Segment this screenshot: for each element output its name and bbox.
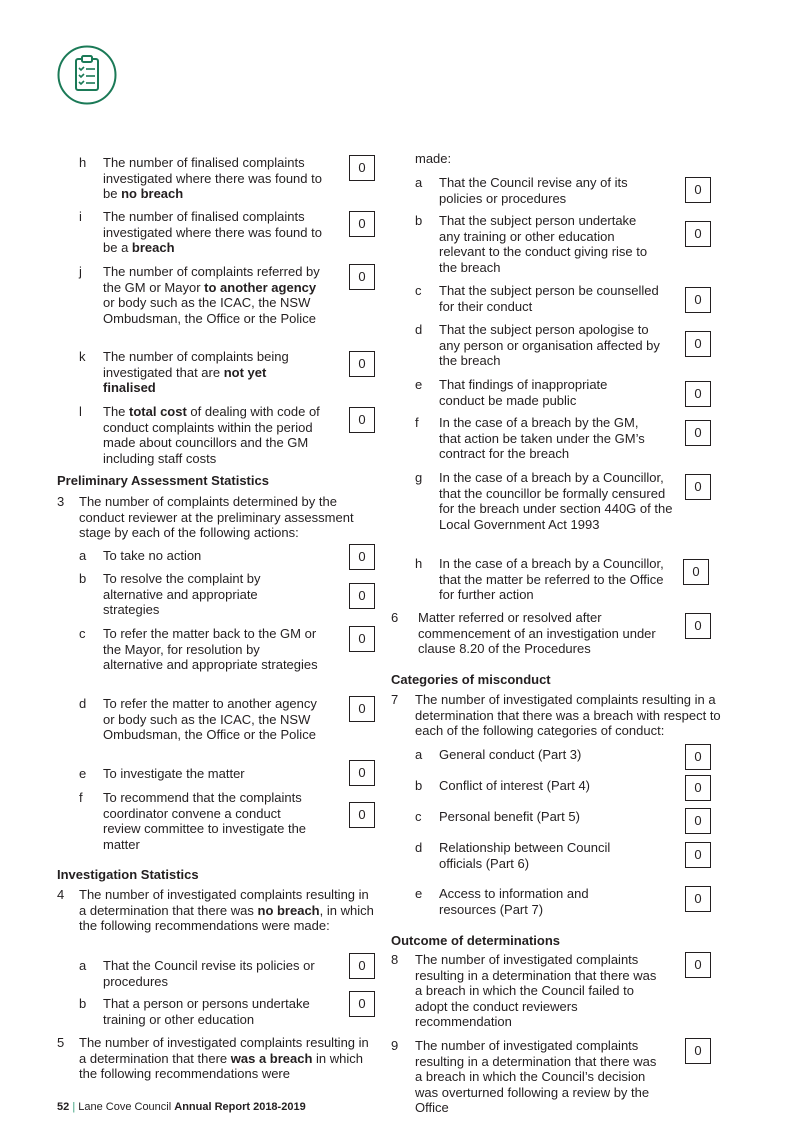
clipboard-checklist-icon [57,45,117,105]
item-text: The number of finalised complaints investigated where there was found to be a breach [103,209,322,255]
council-name: Lane Cove Council [78,1101,172,1113]
value-box: 0 [685,331,711,357]
value-box: 0 [685,420,711,446]
value-box: 0 [349,583,375,609]
value-box: 0 [349,802,375,828]
value-box: 0 [685,1038,711,1064]
value-box: 0 [349,407,375,433]
value-box: 0 [349,351,375,377]
section-heading: Outcome of determinations [391,933,561,948]
value-box: 0 [349,760,375,786]
value-box: 0 [349,264,375,290]
section-heading: Investigation Statistics [57,867,199,882]
value-box: 0 [349,626,375,652]
value-box: 0 [685,744,711,770]
value-box: 0 [349,211,375,237]
value-box: 0 [685,808,711,834]
value-box: 0 [685,886,711,912]
value-box: 0 [685,287,711,313]
value-box: 0 [349,991,375,1017]
value-box: 0 [685,842,711,868]
report-title: Annual Report 2018-2019 [174,1101,306,1113]
value-box: 0 [349,953,375,979]
item-text: The number of complaints referred by the GM or Mayor to another agency or body such as the ICAC, the NSW Ombudsman, the Office or the Police [103,264,320,326]
value-box: 0 [685,775,711,801]
value-box: 0 [683,559,709,585]
section-heading: Preliminary Assessment Statistics [57,473,269,488]
question-text: The number of investigated complaints resulting in a determination that there was a breach in which the following recommendations were [79,1035,369,1081]
item-text: The number of complaints being investigated that are not yet finalised [103,349,289,395]
value-box: 0 [685,177,711,203]
value-box: 0 [685,474,711,500]
value-box: 0 [685,613,711,639]
page-footer: 52 | Lane Cove Council Annual Report 2018-2019 [57,1101,306,1113]
value-box: 0 [685,221,711,247]
value-box: 0 [349,155,375,181]
item-text: The total cost of dealing with code of conduct complaints within the period made about councillors and the GM including staff costs [103,404,320,466]
value-box: 0 [349,696,375,722]
value-box: 0 [685,381,711,407]
page-number: 52 [57,1101,70,1113]
value-box: 0 [685,952,711,978]
continued-text: made: [415,151,452,166]
question-text: The number of complaints determined by the conduct reviewer at the preliminary assessment stage by each of the following actions: [79,494,354,540]
question-text: The number of investigated complaints resulting in a determination that there was no breach, in which the following recommendations were made: [79,887,374,933]
section-heading: Categories of misconduct [391,672,551,687]
value-box: 0 [349,544,375,570]
item-text: The number of finalised complaints investigated where there was found to be no breach [103,155,322,201]
